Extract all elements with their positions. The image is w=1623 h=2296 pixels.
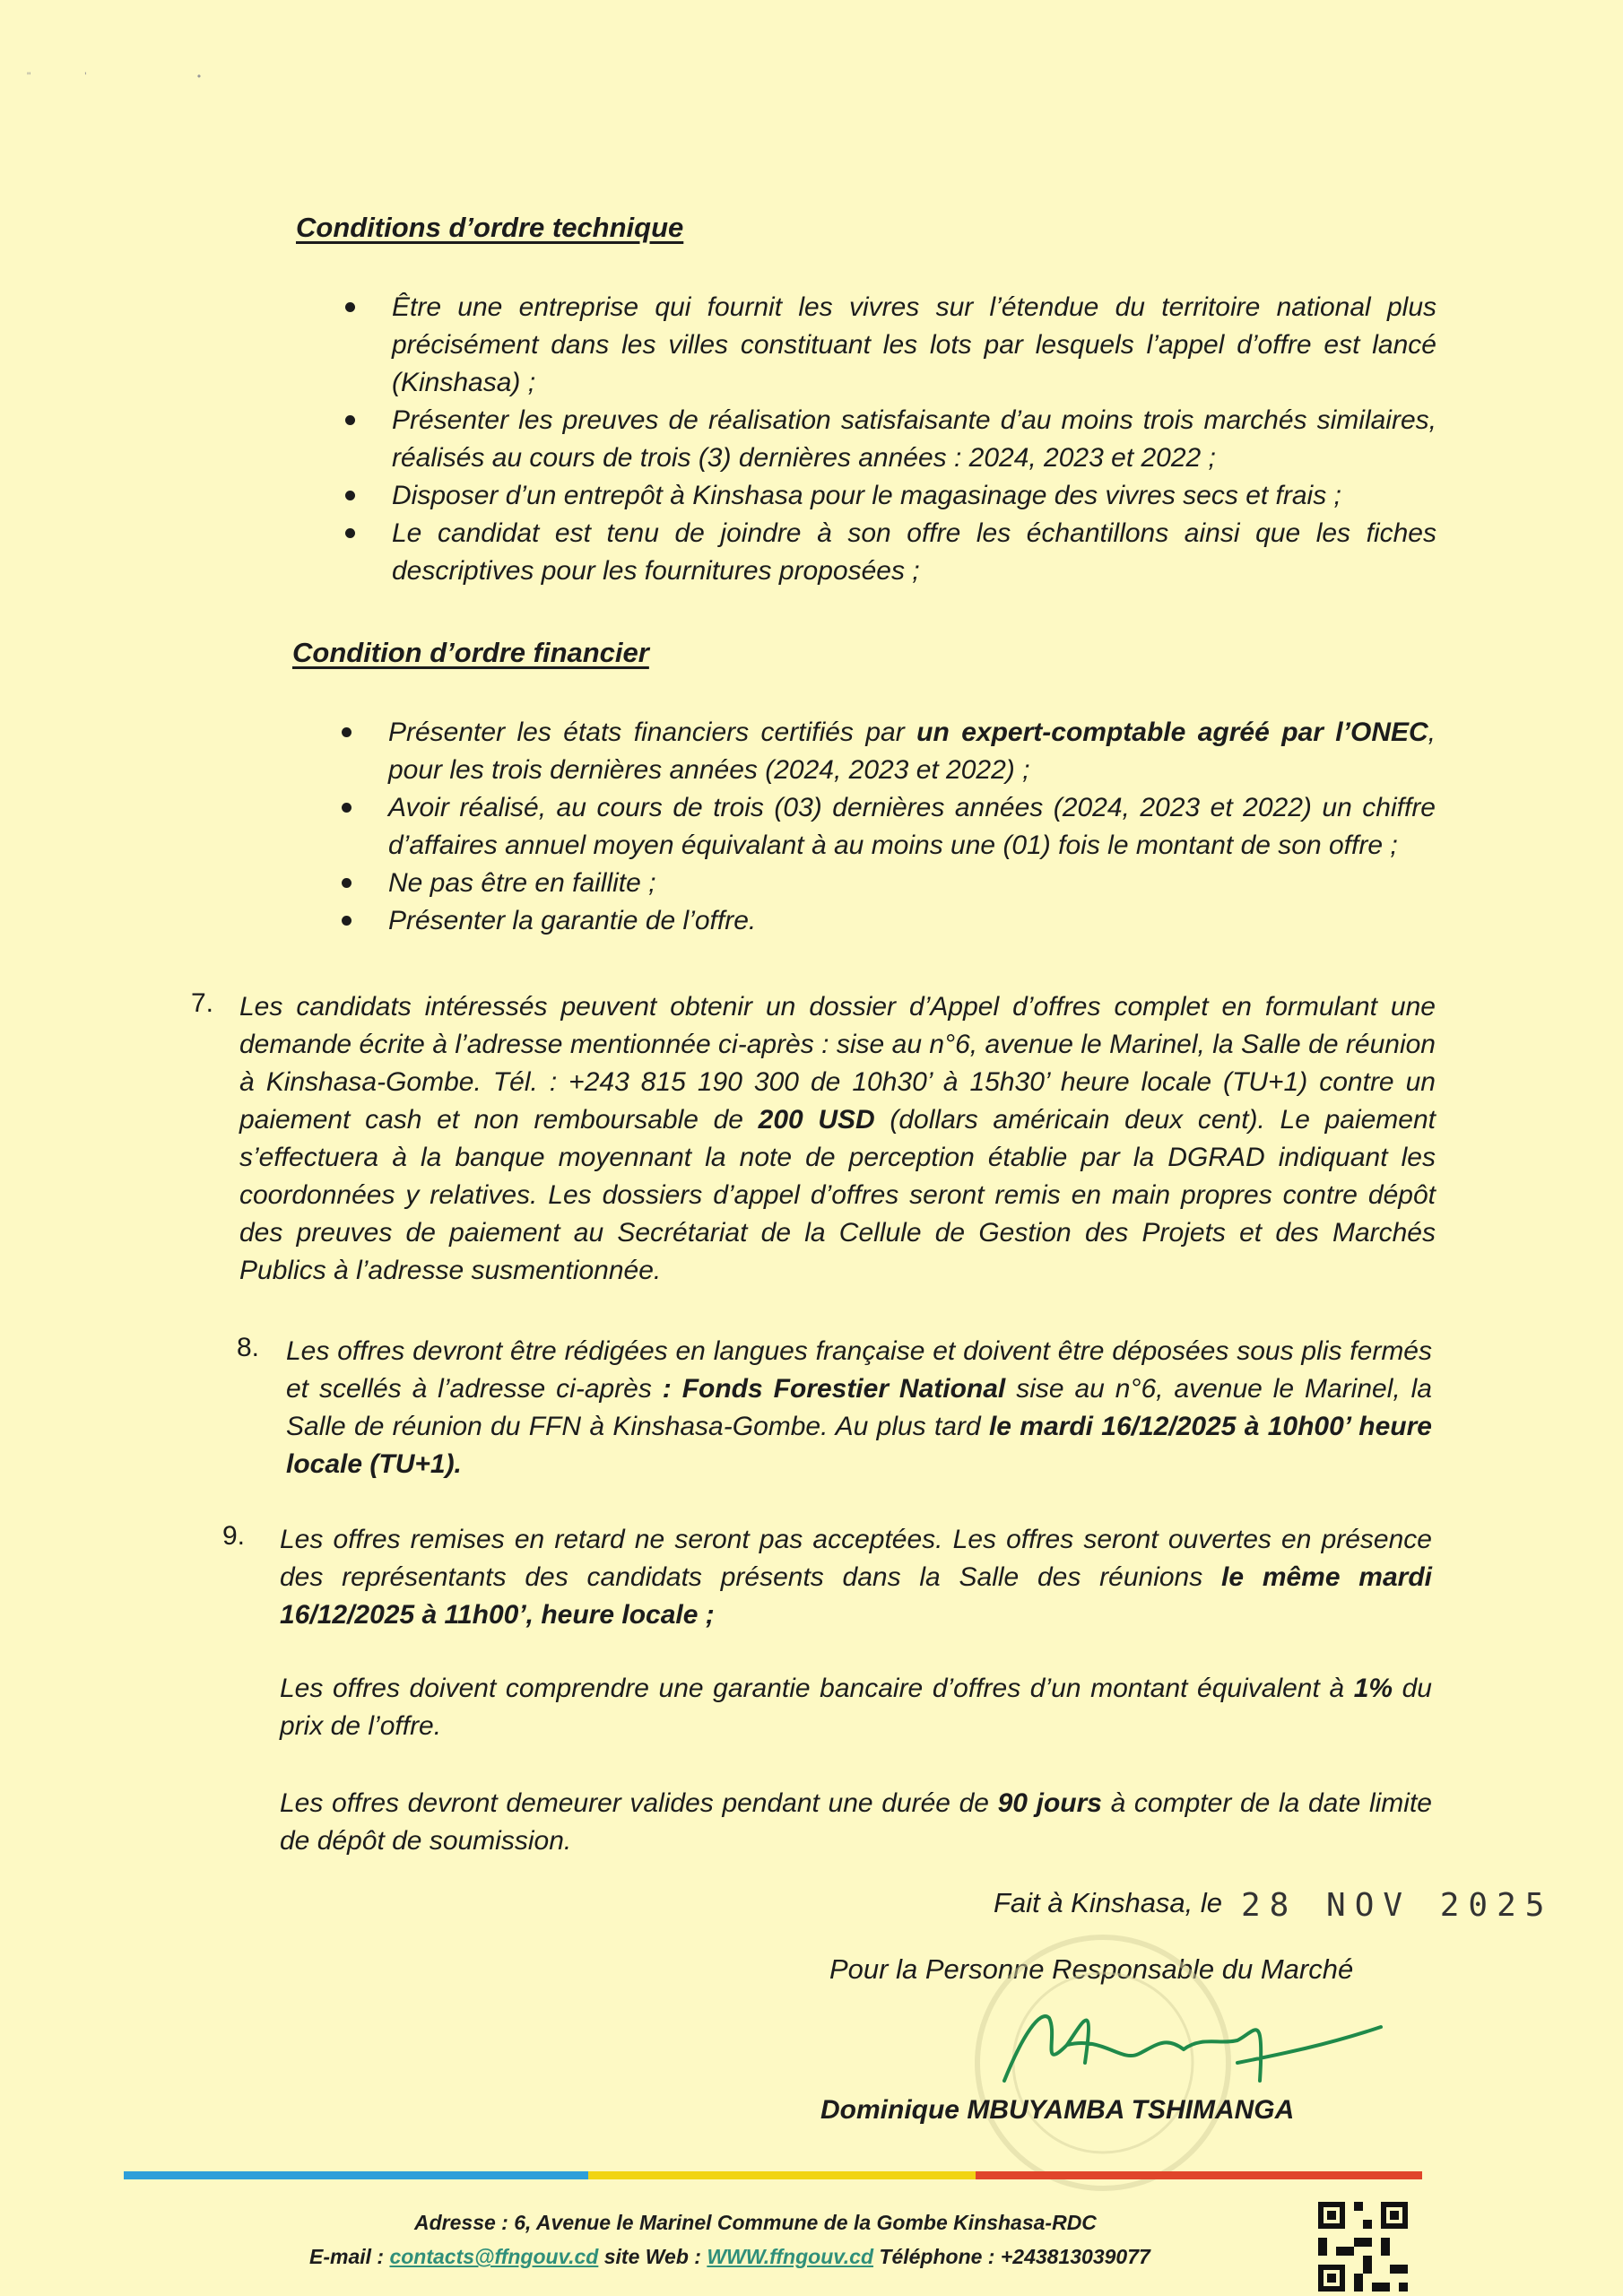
- list-item: Disposer d’un entrepôt à Kinshasa pour le magasinage des vivres secs et frais ;: [392, 477, 1436, 515]
- footer-bar-red: [976, 2171, 1422, 2179]
- guarantee-paragraph: Les offres doivent comprendre une garantie bancaire d’offres d’un montant équivalent à 1% du prix de l’offre.: [280, 1674, 1432, 1741]
- bullet-icon: [342, 878, 352, 888]
- list-item: Ne pas être en faillite ;: [388, 865, 1436, 902]
- paragraph-8: Les offres devront être rédigées en langues française et doivent être déposées sous plis fermés et scellés à l’adresse ci-après : Fonds Forestier National sise au n°6, avenue le Marinel, la Salle de réunion du FFN à Kinshasa-Gombe. Au plus tard le mardi 16/12/2025 à 10h00’ heure locale (TU+1).: [286, 1336, 1432, 1479]
- bullet-icon: [342, 803, 352, 813]
- technical-list: [392, 289, 1436, 590]
- bullet-icon: [342, 727, 352, 737]
- header-marks: "' •: [27, 70, 256, 83]
- financial-list: [388, 714, 1436, 940]
- date-stamp: 28 NOV 2025: [1241, 1887, 1554, 1924]
- footer-bar-yellow: [588, 2171, 976, 2179]
- footer-address: Adresse : 6, Avenue le Marinel Commune de la Gombe Kinshasa-RDC: [414, 2211, 1097, 2234]
- list-item: Le candidat est tenu de joindre à son offre les échantillons ainsi que les fiches descriptives pour les fournitures proposées ;: [392, 515, 1436, 590]
- bullet-icon: [342, 916, 352, 926]
- place-date-label: Fait à Kinshasa, le: [994, 1887, 1223, 1918]
- validity-paragraph: Les offres devront demeurer valides pendant une durée de 90 jours à compter de la date limite de dépôt de soumission.: [280, 1788, 1432, 1856]
- footer-bar-blue: [124, 2171, 588, 2179]
- signatory-role: Pour la Personne Responsable du Marché: [829, 1953, 1354, 1985]
- bullet-icon: [345, 302, 355, 312]
- bullet-icon: [345, 491, 355, 500]
- list-item: Être une entreprise qui fournit les vivres sur l’étendue du territoire national plus précisément dans les villes constituant les lots par lesquels l’appel d’offre est lancé (Kinshasa) ;: [392, 289, 1436, 402]
- paragraph-9-number: 9.: [222, 1521, 246, 1551]
- bullet-icon: [345, 528, 355, 538]
- qr-code-icon: [1318, 2202, 1408, 2292]
- website-link[interactable]: WWW.ffngouv.cd: [707, 2245, 874, 2268]
- list-item: Présenter les preuves de réalisation satisfaisante d’au moins trois marchés similaires, réalisés au cours de trois (3) dernières années : 2024, 2023 et 2022 ;: [392, 402, 1436, 477]
- list-item: Présenter la garantie de l’offre.: [388, 902, 1436, 940]
- signatory-name: Dominique MBUYAMBA TSHIMANGA: [820, 2095, 1295, 2125]
- paragraph-7: Les candidats intéressés peuvent obtenir un dossier d’Appel d’offres complet en formulant une demande écrite à l’adresse mentionnée ci-après : sise au n°6, avenue le Marinel, la Salle de réunion à Kinshasa-Gombe. Tél. : +243 815 190 300 de 10h30’ à 15h30’ heure locale (TU+1) contre un paiement cash et non remboursable de 200 USD (dollars américain deux cent). Le paiement s’effectuera à la banque moyennant la note de perception établie par la DGRAD indiquant les coordonnées y relatives. Les dossiers d’appel d’offres seront remis en main propres contre dépôt des preuves de paiement au Secrétariat de la Cellule de Gestion des Projets et des Marchés Publics à l’adresse susmentionnée.: [239, 992, 1436, 1285]
- footer-contact: E-mail : contacts@ffngouv.cd site Web : WWW.ffngouv.cd Téléphone : +243813039077: [309, 2245, 1150, 2268]
- list-item: Avoir réalisé, au cours de trois (03) dernières années (2024, 2023 et 2022) un chiffre d’affaires annuel moyen équivalant à au moins une (01) fois le montant de son offre ;: [388, 789, 1436, 865]
- financial-heading: Condition d’ordre financier: [292, 637, 649, 668]
- paragraph-7-number: 7.: [191, 988, 214, 1018]
- paragraph-8-number: 8.: [237, 1333, 260, 1362]
- technical-heading: Conditions d’ordre technique: [296, 212, 684, 243]
- email-link[interactable]: contacts@ffngouv.cd: [389, 2245, 599, 2268]
- bullet-icon: [345, 415, 355, 425]
- list-item: Présenter les états financiers certifiés par un expert-comptable agréé par l’ONEC, pour les trois dernières années (2024, 2023 et 2022) ;: [388, 714, 1436, 789]
- paragraph-9: Les offres remises en retard ne seront pas acceptées. Les offres seront ouvertes en présence des représentants des candidats présents dans la Salle des réunions le même mardi 16/12/2025 à 11h00’, heure locale ;: [280, 1525, 1433, 1630]
